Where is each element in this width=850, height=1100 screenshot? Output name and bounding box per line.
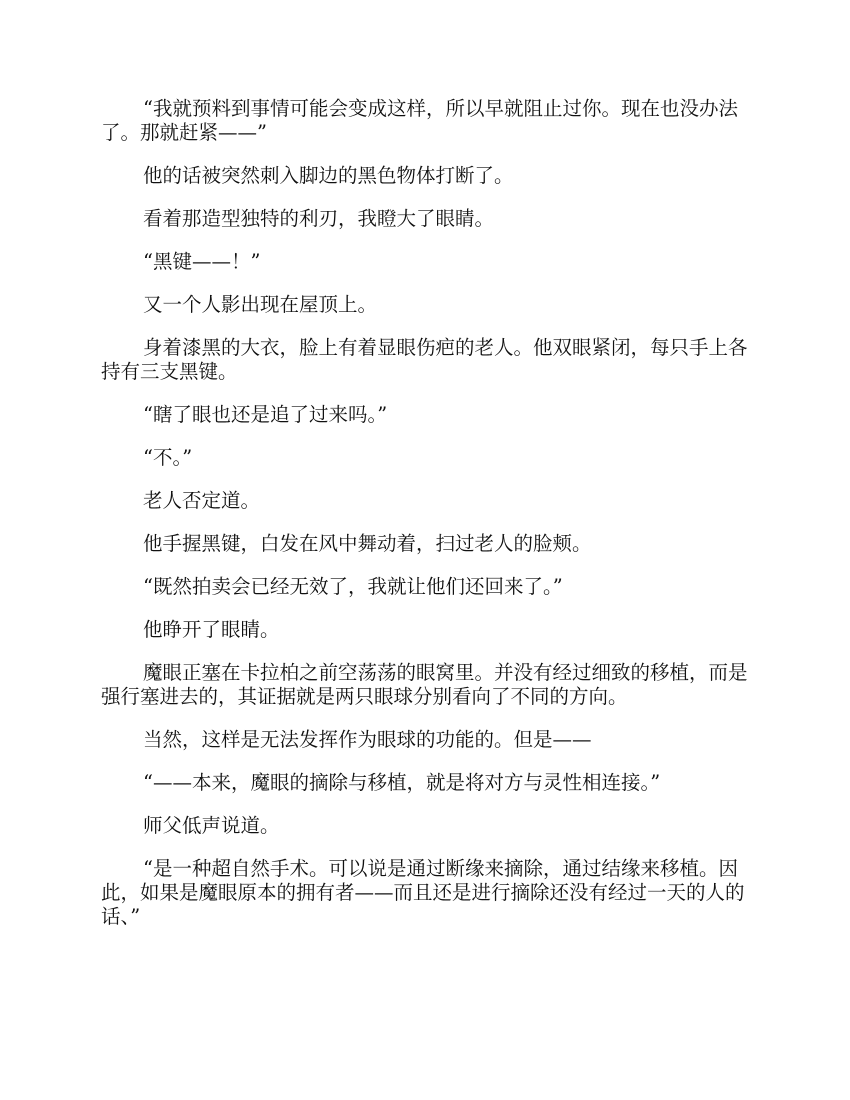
paragraph: 老人否定道。 [143, 489, 261, 512]
document-page [101, 97, 749, 948]
paragraph: “既然拍卖会已经无效了，我就让他们还回来了。” [143, 575, 563, 598]
paragraph: 看着那造型独特的利刃，我瞪大了眼睛。 [143, 207, 495, 230]
paragraph: 他的话被突然刺入脚边的黑色物体打断了。 [143, 164, 514, 187]
paragraph: “不。” [143, 446, 193, 469]
paragraph: 当然，这样是无法发挥作为眼球的功能的。但是—— [143, 728, 592, 751]
paragraph: 魔眼正塞在卡拉柏之前空荡荡的眼窝里。并没有经过细致的移植，而是强行塞进去的，其证据就是两只眼球分别看向了不同的方向。 [101, 661, 748, 708]
paragraph: “——本来，魔眼的摘除与移植，就是将对方与灵性相连接。” [143, 771, 661, 794]
paragraph: “瞎了眼也还是追了过来吗。” [143, 403, 388, 426]
paragraph: 身着漆黑的大衣，脸上有着显眼伤疤的老人。他双眼紧闭，每只手上各持有三支黑键。 [101, 336, 748, 383]
paragraph: 他手握黑键，白发在风中舞动着，扫过老人的脸颊。 [143, 532, 592, 555]
paragraph: “是一种超自然手术。可以说是通过断缘来摘除，通过结缘来移植。因此，如果是魔眼原本的拥有者——而且还是进行摘除还没有经过一天的人的话、” [101, 857, 745, 928]
paragraph: “我就预料到事情可能会变成这样，所以早就阻止过你。现在也没办法了。那就赶紧——” [101, 97, 738, 144]
paragraph: 他睁开了眼睛。 [143, 618, 280, 641]
paragraph: 又一个人影出现在屋顶上。 [143, 293, 378, 316]
paragraph: 师父低声说道。 [143, 814, 280, 837]
paragraph: “黑键——！” [143, 250, 261, 273]
